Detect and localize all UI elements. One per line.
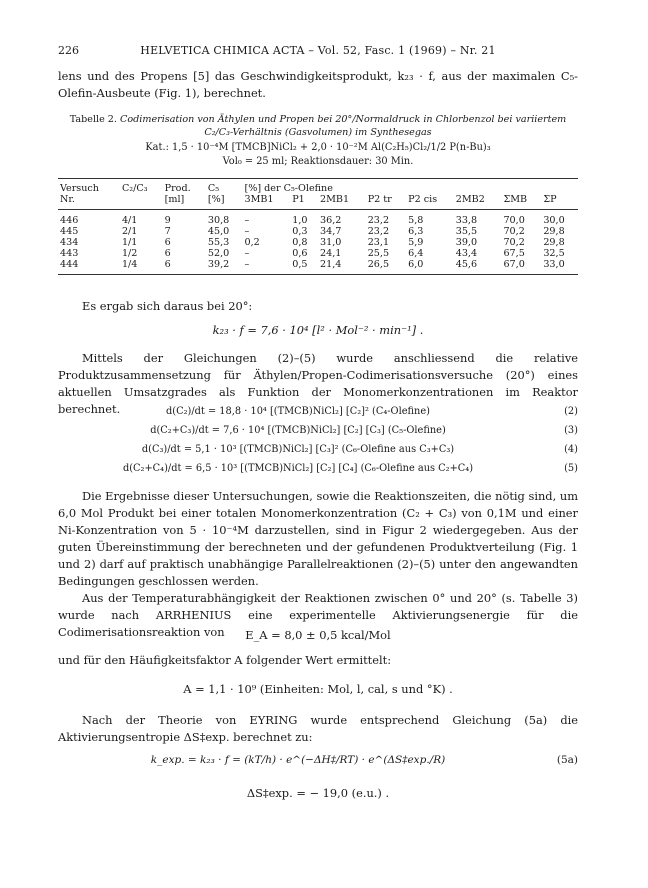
table-cell: 29,8 bbox=[543, 226, 565, 237]
table-cell: 1/4 bbox=[121, 259, 138, 270]
header-cell: C₅ bbox=[207, 183, 220, 194]
table-caption-line2: C₂/C₃-Verhältnis (Gasvolumen) im Synthesegas bbox=[204, 127, 432, 138]
table-cell: 24,1 bbox=[319, 248, 342, 259]
table-cell: 33,0 bbox=[543, 259, 565, 270]
equation-text: d(C₃)/dt = 5,1 · 10³ [(TMCB)NiCl₂] [C₃]² (C₆-Olefine aus C₃+C₃) bbox=[141, 444, 455, 455]
table-row bbox=[58, 209, 578, 226]
table-cell: 6 bbox=[164, 259, 171, 270]
equation-text: d(C₂)/dt = 18,8 · 10⁴ [(TMCB)NiCl₂] [C₂]² (C₄-Olefine) bbox=[166, 406, 430, 417]
table-cell: 29,8 bbox=[543, 237, 565, 248]
table-cell: 70,2 bbox=[503, 237, 525, 248]
table-cell: 45,0 bbox=[207, 226, 230, 237]
table-cell: 6,4 bbox=[408, 248, 424, 259]
table-cell: 23,1 bbox=[367, 237, 390, 248]
table-row bbox=[58, 226, 578, 237]
table-cell: 32,5 bbox=[543, 248, 565, 259]
table-cell: 0,6 bbox=[292, 248, 308, 259]
table-cell: 26,5 bbox=[367, 259, 390, 270]
table-cell: 30,0 bbox=[543, 215, 565, 226]
intro-paragraph: lens und des Propens [5] das Geschwindigkeitsprodukt, k₂₃ · f, aus der maximalen C₅-Olefin-Ausbeute (Fig. 1), berechnet. bbox=[58, 69, 578, 100]
table-cell: 52,0 bbox=[207, 248, 230, 259]
table-header-row bbox=[58, 194, 578, 209]
table-cell: 1/1 bbox=[121, 237, 138, 248]
table-cell: 35,5 bbox=[455, 226, 478, 237]
equation-number: (5a) bbox=[556, 754, 578, 766]
table-caption-line1: Codimerisation von Äthylen und Propen bei 20°/Normaldruck in Chlorbenzol bei variiertem bbox=[120, 114, 567, 125]
table-cell: 34,7 bbox=[319, 226, 342, 237]
journal-title: HELVETICA CHIMICA ACTA – Vol. 52, Fasc. 1 (1969) – Nr. 21 bbox=[140, 44, 496, 57]
header-cell: P1 bbox=[292, 194, 305, 205]
table-cell: 445 bbox=[60, 226, 79, 237]
header-cell: Versuch bbox=[60, 183, 99, 194]
table-cell: 30,8 bbox=[207, 215, 230, 226]
table-cell: 1/2 bbox=[121, 248, 138, 259]
frequency-factor-equation: A = 1,1 · 10⁹ (Einheiten: Mol, l, cal, s und °K) . bbox=[183, 682, 453, 696]
header-cell bbox=[120, 194, 163, 209]
table-cell: 31,0 bbox=[319, 237, 342, 248]
table-cell: 0,2 bbox=[244, 237, 260, 248]
table-cell: 2/1 bbox=[121, 226, 138, 237]
table-cell: – bbox=[244, 259, 250, 270]
table-cell: 23,2 bbox=[367, 226, 390, 237]
header-cell: P2 cis bbox=[408, 194, 438, 205]
header-cell: [ml] bbox=[164, 194, 185, 205]
table-cell: 1,0 bbox=[292, 215, 308, 226]
eyring-equation bbox=[58, 754, 578, 768]
table-header-rule bbox=[58, 209, 578, 210]
table-cell: 43,4 bbox=[455, 248, 478, 259]
table-cell: 6,3 bbox=[408, 226, 424, 237]
table-cell: 25,5 bbox=[367, 248, 390, 259]
equation-text: k_exp. = k₂₃ · f = (kT/h) · e^(−ΔH‡/RT) · e^(ΔS‡exp./R) bbox=[150, 754, 446, 766]
table-cell: 39,2 bbox=[207, 259, 230, 270]
table-cell: 45,6 bbox=[455, 259, 478, 270]
paragraph-2: Mittels der Gleichungen (2)–(5) wurde anschliessend die relative Produktzusammensetzung für Äthylen/Propen-Codimerisationsversuche (20°) eines aktuellen Umsatzgrades als Funktion der Monomerkonzentrationen im Reaktor berechnet. bbox=[58, 351, 578, 416]
table-cell: 33,8 bbox=[455, 215, 478, 226]
table-cell: 67,0 bbox=[503, 259, 525, 270]
table-row bbox=[58, 248, 578, 259]
table-conditions-1: Kat.: 1,5 · 10⁻⁴M [TMCB]NiCl₂ + 2,0 · 10⁻²M Al(C₂H₅)Cl₂/1/2 P(n-Bu)₃ bbox=[145, 142, 491, 153]
equation-5 bbox=[58, 463, 578, 477]
paragraph-3: Die Ergebnisse dieser Untersuchungen, sowie die Reaktionszeiten, die nötig sind, um 6,0 Mol Produkt bei einer totalen Monomerkonzentration (C₂ + C₃) von 0,1M und einer Ni-Konzentration von 5 · 10⁻⁴M darzustellen, sind in Figur 2 wiedergegeben. Aus der guten Übereinstimmung der berechneten und der gefundenen Produktverteilung (Fig. 1 und 2) darf auf praktisch unabhängige Parallelreaktionen (2)–(5) unter den angewandten Bedingungen geschlossen werden. bbox=[58, 489, 578, 588]
table-cell: 5,9 bbox=[408, 237, 424, 248]
table-cell: 446 bbox=[60, 215, 79, 226]
table-caption-label: Tabelle 2. bbox=[69, 114, 117, 125]
table-cell: 70,0 bbox=[503, 215, 525, 226]
equation-2 bbox=[58, 406, 578, 420]
table-cell: 21,4 bbox=[319, 259, 342, 270]
equation-number: (2) bbox=[564, 406, 578, 417]
equation-text: d(C₂+C₄)/dt = 6,5 · 10³ [(TMCB)NiCl₂] [C₂] [C₄] (C₆-Olefine aus C₂+C₄) bbox=[122, 463, 474, 474]
table-conditions-2: Vol₀ = 25 ml; Reaktionsdauer: 30 Min. bbox=[222, 156, 414, 167]
table-cell: 36,2 bbox=[319, 215, 342, 226]
activation-energy-equation: E_A = 8,0 ± 0,5 kcal/Mol bbox=[245, 628, 391, 642]
table-cell: – bbox=[244, 248, 250, 259]
table-cell: 5,8 bbox=[408, 215, 424, 226]
table-cell: 6 bbox=[164, 237, 171, 248]
table-cell: 70,2 bbox=[503, 226, 525, 237]
entropy-equation: ΔS‡exp. = − 19,0 (e.u.) . bbox=[246, 786, 390, 800]
table-top-rule bbox=[58, 178, 578, 179]
table-cell: 7 bbox=[164, 226, 171, 237]
table-cell: 443 bbox=[60, 248, 79, 259]
table-cell: – bbox=[244, 215, 250, 226]
table-cell: 39,0 bbox=[455, 237, 478, 248]
header-cell: [%] bbox=[207, 194, 225, 205]
table-cell: 444 bbox=[60, 259, 79, 270]
table-bottom-rule bbox=[58, 274, 578, 275]
table-cell: – bbox=[244, 226, 250, 237]
header-cell: Nr. bbox=[60, 194, 75, 205]
table-row bbox=[58, 237, 578, 248]
table-body bbox=[58, 209, 578, 274]
paragraph-5: und für den Häufigkeitsfaktor A folgender Wert ermittelt: bbox=[58, 653, 392, 667]
equation-text: d(C₂+C₃)/dt = 7,6 · 10⁴ [(TMCB)NiCl₂] [C₂] [C₃] (C₅-Olefine) bbox=[150, 425, 446, 436]
table-header-row bbox=[58, 180, 578, 194]
table-caption bbox=[58, 113, 578, 139]
equation-3 bbox=[58, 425, 578, 439]
table-cell: 0,3 bbox=[292, 226, 308, 237]
table-row bbox=[58, 259, 578, 274]
header-cell: P2 tr bbox=[367, 194, 392, 205]
header-cell: 3MB1 bbox=[244, 194, 274, 205]
paragraph-6: Nach der Theorie von EYRING wurde entsprechend Gleichung (5a) die Aktivierungsentropie ΔS‡exp. berechnet zu: bbox=[58, 713, 578, 744]
table-cell: 67,5 bbox=[503, 248, 525, 259]
header-cell: ΣMB bbox=[503, 194, 528, 205]
result-intro: Es ergab sich daraus bei 20°: bbox=[82, 299, 253, 313]
page-number: 226 bbox=[58, 44, 79, 57]
table-cell: 434 bbox=[60, 237, 79, 248]
header-cell: Prod. bbox=[164, 183, 191, 194]
header-cell: ΣP bbox=[543, 194, 557, 205]
equation-number: (4) bbox=[564, 444, 578, 455]
table-cell: 4/1 bbox=[121, 215, 138, 226]
data-table bbox=[58, 180, 578, 274]
header-cell: C₂/C₃ bbox=[121, 183, 148, 194]
table-cell: 0,8 bbox=[292, 237, 308, 248]
equation-number: (3) bbox=[564, 425, 578, 436]
table-cell: 6 bbox=[164, 248, 171, 259]
table-cell: 6,0 bbox=[408, 259, 424, 270]
header-cell: 2MB2 bbox=[455, 194, 485, 205]
header-cell: 2MB1 bbox=[319, 194, 350, 205]
paragraph-4: Aus der Temperaturabhängigkeit der Reaktionen zwischen 0° und 20° (s. Tabelle 3) wurde nach ARRHENIUS eine experimentelle Aktivierungsenergie für die Codimerisationsreaktion von bbox=[58, 591, 578, 639]
rate-equation: k₂₃ · f = 7,6 · 10⁴ [l² · Mol⁻² · min⁻¹] . bbox=[212, 323, 424, 337]
equation-number: (5) bbox=[564, 463, 578, 474]
equation-4 bbox=[58, 444, 578, 458]
table-cell: 55,3 bbox=[207, 237, 230, 248]
table-cell: 9 bbox=[164, 215, 171, 226]
table-cell: 0,5 bbox=[292, 259, 308, 270]
header-cell: [%] der C₅-Olefine bbox=[244, 183, 333, 194]
table-cell: 23,2 bbox=[367, 215, 390, 226]
